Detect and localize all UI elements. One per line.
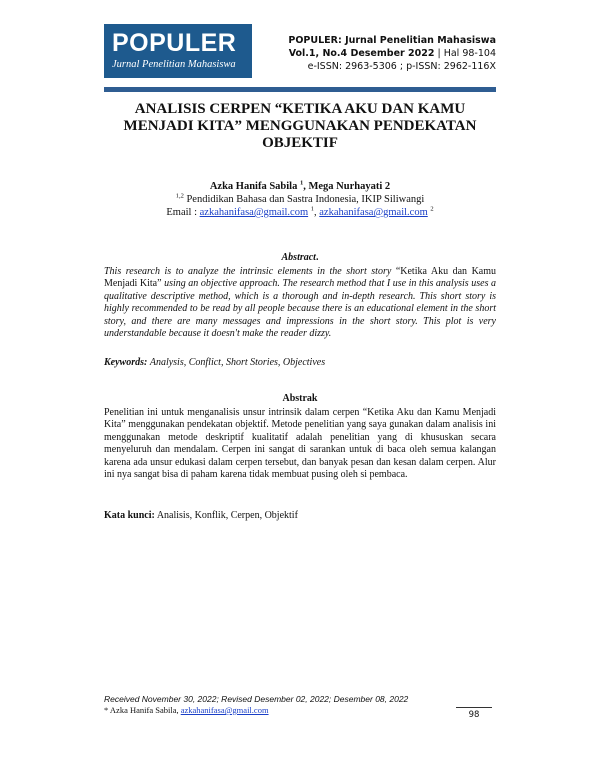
affiliation: Pendidikan Bahasa dan Sastra Indonesia, IKIP Siliwangi [186,194,425,205]
email-2-sup: 2 [430,205,434,213]
journal-pages: Hal 98-104 [443,48,496,59]
page-number: 98 [468,710,480,720]
email-link-1[interactable]: azkahanifasa@gmail.com [199,207,309,218]
email-1-sup: 1 [310,205,314,213]
keywords-text: Analysis, Conflict, Short Stories, Objectives [149,357,326,368]
kata-kunci-text: Analisis, Konflik, Cerpen, Objektif [156,510,298,521]
author-1: Azka Hanifa Sabila [209,181,298,192]
corresponding-mark: * [104,705,109,715]
kata-kunci-label: Kata kunci [104,510,152,521]
email-label: Email : [166,207,197,218]
abstract-part-2: using an objective approach. The research method that I use in this analysis uses a qualitative descriptive method, which is a thorough and in-depth research. This short story is highly recommended to be read by all people because there is an educational element in the short story, and there are many messages and impressions in the short story. This plot is very understandable because it doesn't make the reader dizzy. [104,278,496,339]
email-link-2[interactable]: azkahanifasa@gmail.com [319,207,428,218]
author-1-sup: 1 [299,179,304,187]
abstract-part-1: This research is to analyze the intrinsic elements in the short story [104,265,392,277]
abstrak-heading: Abstrak [282,393,318,404]
received-dates: Received November 30, 2022; Revised Desember 02, 2022; Desember 08, 2022 [104,694,409,704]
journal-issn: e-ISSN: 2963-5306 ; p-ISSN: 2962-116X [307,61,496,72]
abstract-quoted-title: “Ketika Aku dan Kamu Menjadi Kita” [104,265,497,289]
page-footer [104,694,496,716]
abstract-text [104,266,496,341]
kata-kunci: Kata kunci: Analisis, Konflik, Cerpen, Objektif [104,510,298,521]
journal-name: POPULER: Jurnal Penelitian Mahasiswa [288,35,496,46]
logo-title: POPULER [112,29,237,57]
separator: | [437,48,444,59]
corresponding-email-link[interactable]: azkahanifasa@gmail.com [180,705,269,715]
author-names [104,180,496,193]
comma: , [303,181,309,192]
abstract-heading: Abstract. [281,252,319,263]
corresponding-name: Azka Hanifa Sabila, [109,705,179,715]
paper-title: ANALISIS CERPEN “KETIKA AKU DAN KAMU MENJADI KITA” MENGGUNAKAN PENDEKATAN OBJEKTIF [123,101,477,151]
journal-info [288,34,496,73]
journal-volume-line [288,47,496,60]
affiliation-line [104,193,496,206]
affiliation-sup: 1,2 [175,192,184,200]
corresponding-author [104,705,496,716]
author-block [104,180,496,219]
journal-logo [104,24,252,78]
comma: , [314,207,320,218]
footer-rule [456,707,492,708]
abstract-english [104,252,496,341]
abstrak-text: Penelitian ini untuk menganalisis unsur intrinsik dalam cerpen “Ketika Aku dan Kamu Menjadi Kita” menggunakan pendekatan objektif. Metode penelitian yang saya gunakan dalam analisis ini menggunakan metode deskriptif kualitatif adalah penelitian yang di khususkan secara menyeluruh dan mendalam. Cerpen ini sangat di sarankan untuk di baca oleh semua kalangan karena ada unsur edukasi dalam cerpen tersebut, dan banyak pesan dan kesan dalam cerpen. Alur ini nya sangat bisa di paham karena tidak membuat pusing oleh si pembaca. [104,406,496,480]
keywords-label: Keywords [104,357,144,368]
email-line [104,206,496,219]
author-2: Mega Nurhayati 2 [308,181,391,192]
keywords: Keywords: Analysis, Conflict, Short Stories, Objectives [104,357,326,368]
abstract-indonesian [104,393,496,482]
logo-subtitle: Jurnal Penelitian Mahasiswa [112,59,236,70]
header-rule [104,87,496,92]
journal-volume: Vol.1, No.4 Desember 2022 [288,48,435,59]
